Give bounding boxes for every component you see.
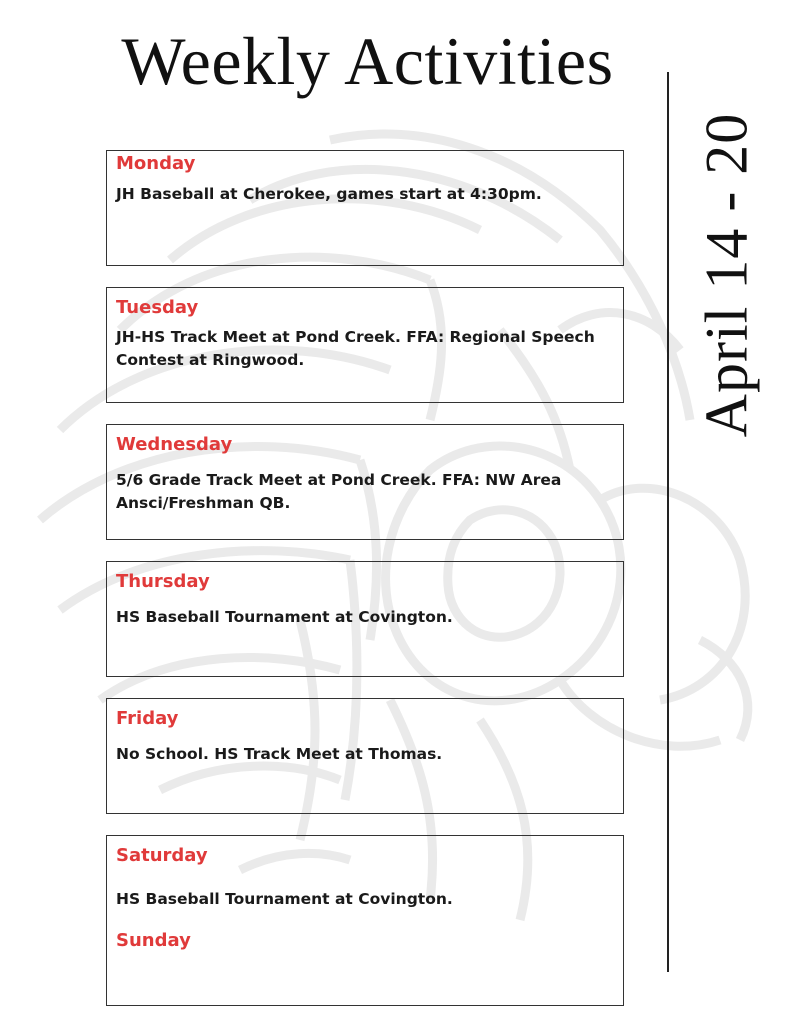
day-box-tuesday <box>106 287 624 403</box>
divider-line <box>667 72 669 972</box>
day-label: Wednesday <box>116 434 233 455</box>
day-activities: JH-HS Track Meet at Pond Creek. FFA: Regional Speech Contest at Ringwood. <box>116 328 595 369</box>
page-title: Weekly Activities <box>121 23 614 99</box>
day-label: Thursday <box>116 571 210 592</box>
day-label: Monday <box>116 153 196 174</box>
day-box-wednesday <box>106 424 624 540</box>
day-activities: JH Baseball at Cherokee, games start at 4:30pm. <box>116 185 542 203</box>
day-activities: 5/6 Grade Track Meet at Pond Creek. FFA: NW Area Ansci/Freshman QB. <box>116 471 562 512</box>
day-activities: No School. HS Track Meet at Thomas. <box>116 745 443 763</box>
day-box-thursday <box>106 561 624 677</box>
day-box-weekend <box>106 835 624 1006</box>
day-box-friday <box>106 698 624 814</box>
day-label: Saturday <box>116 845 208 866</box>
day-label: Tuesday <box>116 297 199 318</box>
day-label: Friday <box>116 708 179 729</box>
day-box-monday <box>106 150 624 266</box>
day-label: Sunday <box>116 930 191 951</box>
day-activities: HS Baseball Tournament at Covington. <box>116 608 453 626</box>
date-range: April 14 - 20 <box>693 112 760 438</box>
day-activities: HS Baseball Tournament at Covington. <box>116 890 453 908</box>
